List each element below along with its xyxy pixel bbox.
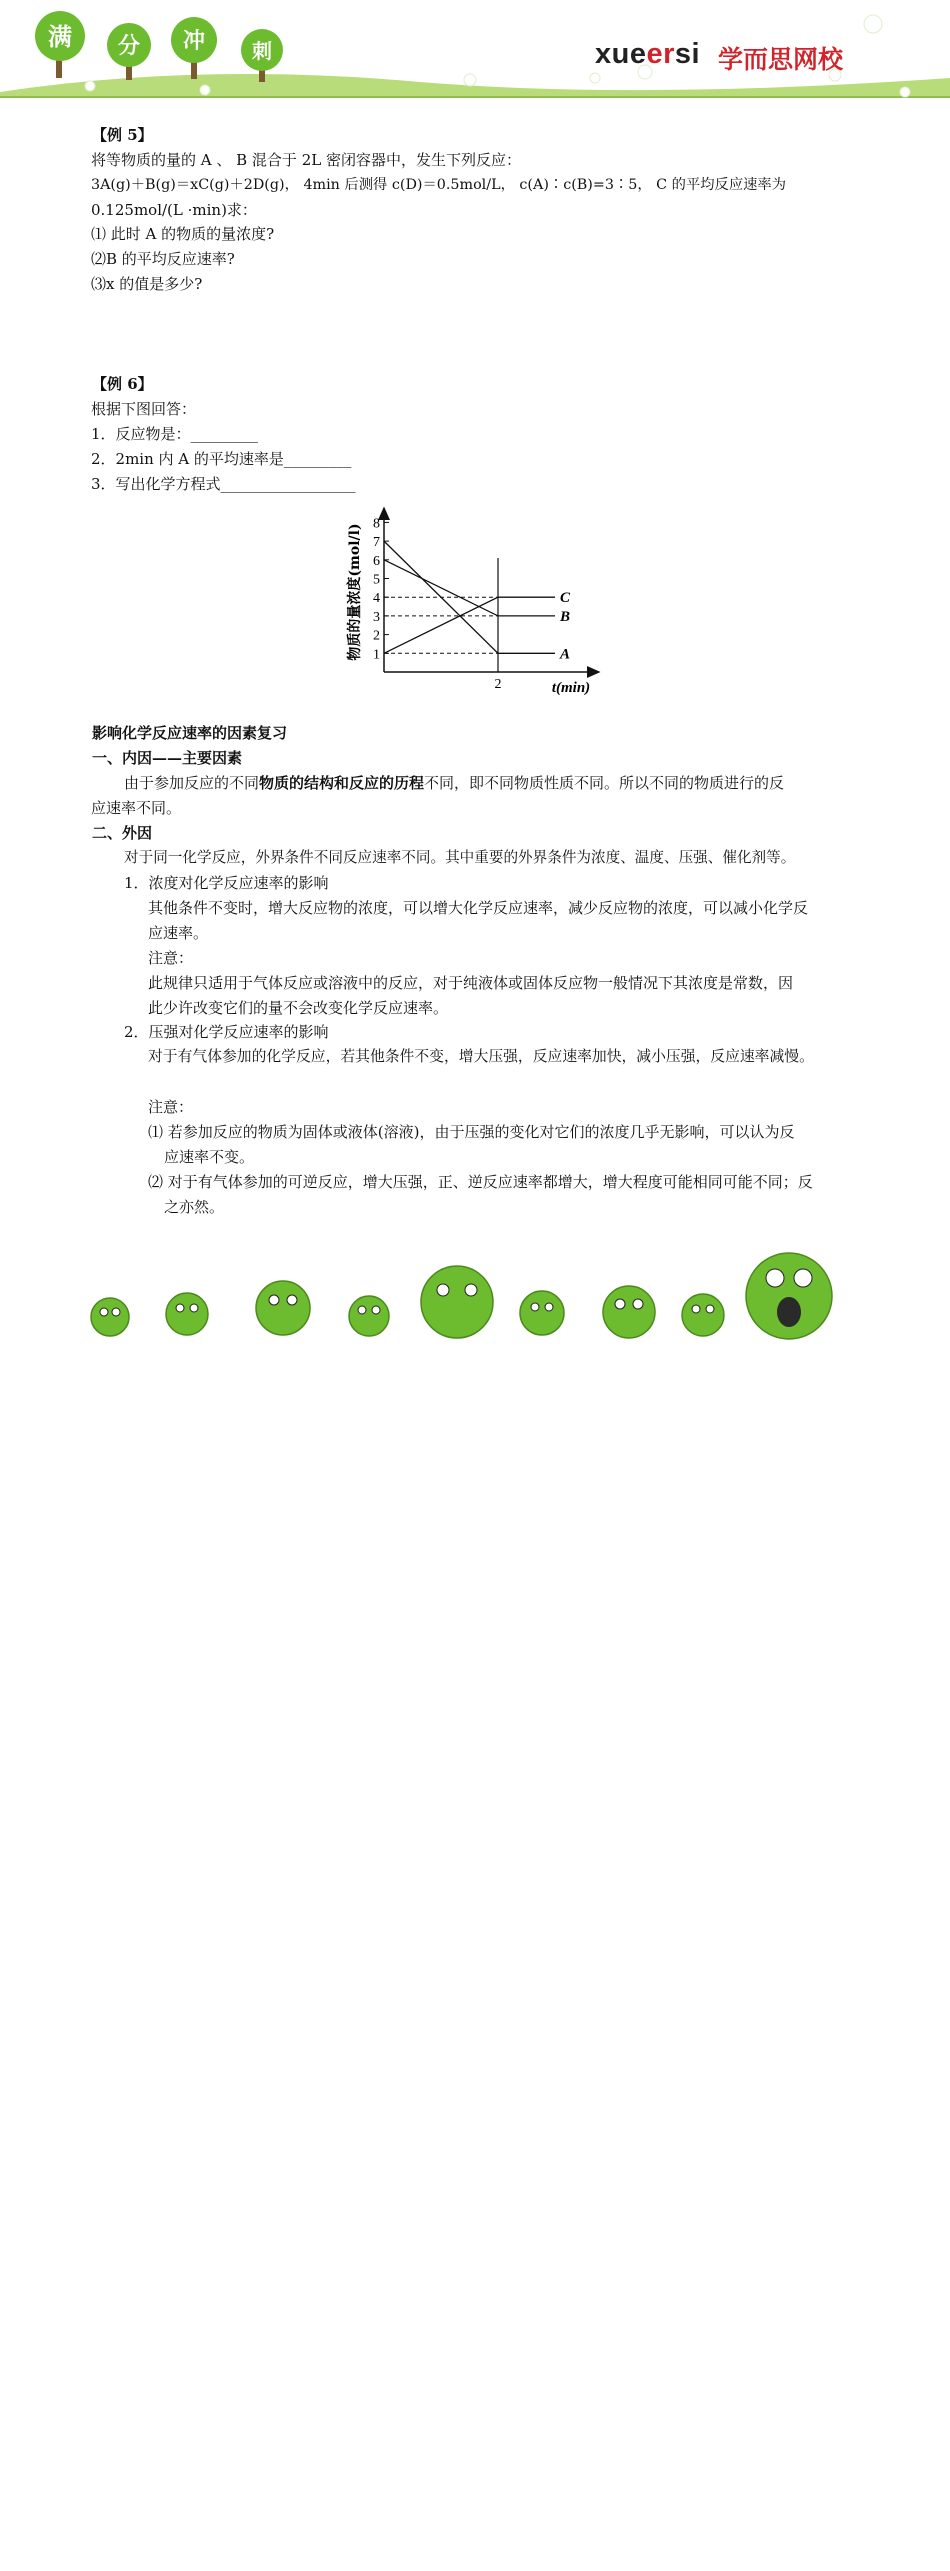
concentration-note-label: 注意： <box>148 949 194 967</box>
y-tick-label: 5 <box>373 572 380 588</box>
page-footer <box>0 1250 950 2570</box>
pressure-note-label: 注意： <box>148 1098 194 1116</box>
pressure-para: 对于有气体参加的化学反应，若其他条件不变，增大压强，反应速率加快，减小压强，反应速率减慢。 <box>148 1048 814 1065</box>
example6-question-3: 3．写出化学方程式__________________ <box>91 475 356 493</box>
example5-line2: 3A(g)＋B(g)＝xC(g)＋2D(g)， 4min 后测得 c(D)＝0.5mol/L， c(A)∶c(B)=3∶5， C 的平均反应速率为 <box>91 177 787 193</box>
subheading-pressure: 2．压强对化学反应速率的影响 <box>124 1023 329 1041</box>
y-tick-label: 8 <box>373 516 380 532</box>
apple-icon <box>520 1291 564 1335</box>
apple-icon <box>682 1294 724 1336</box>
heading-external-factors: 二、外因 <box>92 824 153 842</box>
series-label-b: B <box>560 608 571 625</box>
banner-char-3: 冲 <box>182 29 206 54</box>
x-tick-label: 2 <box>494 677 502 692</box>
apple-icon <box>166 1293 208 1335</box>
internal-factors-para-line1: 由于参加反应的不同物质的结构和反应的历程不同，即不同物质性质不同。所以不同的物质进行的反 <box>124 774 785 792</box>
y-tick-label: 6 <box>373 553 380 569</box>
pressure-note-1-line2: 应速率不变。 <box>164 1148 255 1166</box>
subheading-concentration: 1．浓度对化学反应速率的影响 <box>124 874 329 892</box>
example5-line3: 0.125mol/(L ·min)求： <box>91 201 257 219</box>
concentration-para-line1: 其他条件不变时，增大反应物的浓度，可以增大化学反应速率，减少反应物的浓度，可以减小化学反 <box>148 899 809 917</box>
apple-icon <box>603 1286 655 1338</box>
example5-line1: 将等物质的量的 A 、 B 混合于 2L 密闭容器中，发生下列反应： <box>91 151 521 169</box>
concentration-note-line2: 此少许改变它们的量不会改变化学反应速率。 <box>148 999 449 1017</box>
series-line-b <box>384 560 555 616</box>
page-header <box>0 0 950 108</box>
apple-icon <box>349 1296 389 1336</box>
external-factors-para: 对于同一化学反应，外界条件不同反应速率不同。其中重要的外界条件为浓度、温度、压强、催化剂等。 <box>124 849 796 866</box>
section-title: 影响化学反应速率的因素复习 <box>92 724 288 742</box>
brand-logo-chinese: 学而思网校 <box>718 45 844 74</box>
example5-title: 【例 5】 <box>92 126 153 144</box>
apple-icon <box>421 1266 493 1338</box>
example5-question-3: ⑶x 的值是多少? <box>91 275 203 293</box>
example6-question-1: 1．反应物是：_________ <box>91 425 259 443</box>
example6-title: 【例 6】 <box>92 375 153 393</box>
concentration-note-line1: 此规律只适用于气体反应或溶液中的反应，对于纯液体或固体反应物一般情况下其浓度是常数，因 <box>148 974 794 992</box>
y-tick-label: 2 <box>373 628 380 644</box>
y-tick-label: 1 <box>373 647 380 663</box>
concentration-time-chart <box>345 500 610 705</box>
y-axis-label: 物质的量浓度(mol/l) <box>347 523 363 661</box>
brand-logo-latin: xueersi <box>595 38 701 70</box>
y-tick-label: 4 <box>373 591 380 607</box>
example6-question-2: 2．2min 内 A 的平均速率是_________ <box>91 450 352 468</box>
y-tick-label: 7 <box>373 535 380 551</box>
apple-icon <box>91 1298 129 1336</box>
banner-char-1: 满 <box>48 23 72 51</box>
y-tick-label: 3 <box>373 609 380 625</box>
example5-question-1: ⑴ 此时 A 的物质的量浓度? <box>91 225 275 243</box>
x-axis-label: t(min) <box>551 680 591 696</box>
series-label-c: C <box>560 590 571 607</box>
example6-intro: 根据下图回答： <box>91 400 197 418</box>
pressure-note-2-line2: 之亦然。 <box>164 1198 225 1216</box>
banner-char-4: 刺 <box>252 39 272 63</box>
pressure-note-2-line1: ⑵ 对于有气体参加的可逆反应，增大压强，正、逆反应速率都增大，增大程度可能相同可能不同；反 <box>148 1173 813 1191</box>
page-number: 2 <box>777 2543 791 2570</box>
banner-char-2: 分 <box>117 34 141 59</box>
example5-question-2: ⑵B 的平均反应速率? <box>91 250 235 268</box>
internal-factors-para-line2: 应速率不同。 <box>91 799 182 817</box>
pressure-note-1-line1: ⑴ 若参加反应的物质为固体或液体(溶液)，由于压强的变化对它们的浓度几乎无影响，可以认为反 <box>148 1123 795 1141</box>
heading-internal-factors: 一、内因——主要因素 <box>92 749 243 767</box>
concentration-para-line2: 应速率。 <box>148 924 209 942</box>
chart-svg <box>345 500 610 705</box>
series-label-a: A <box>560 646 571 663</box>
chart-marks <box>373 516 571 692</box>
footer-apples <box>0 1250 950 1344</box>
apple-icon <box>256 1281 310 1335</box>
